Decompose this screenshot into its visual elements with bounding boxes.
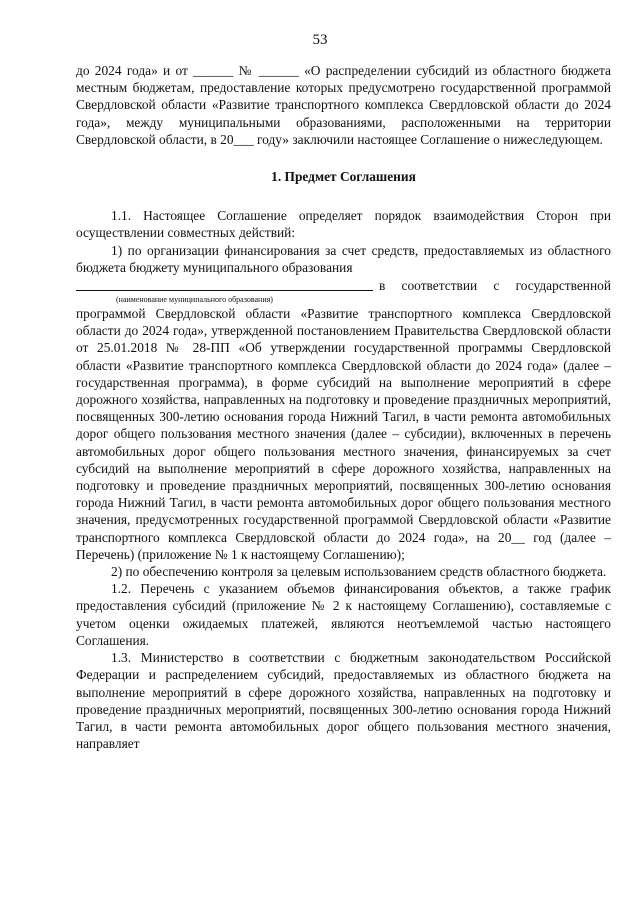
- document-body: [76, 62, 611, 752]
- intro-paragraph: до 2024 года» и от ______ № ______ «О распределении субсидий из областного бюджета местным бюджетам, предоставление которых предусмотрено государственной программой Свердловской области «Развитие транспортного комплекса Свердловской области до 2024 года», между муниципальными образованиями, расположенными на территории Свердловской области, в 20___ году» заключили настоящее Соглашение о нижеследующем.: [76, 63, 611, 147]
- item-2: 2) по обеспечению контроля за целевым использованием средств областного бюджета.: [111, 564, 607, 580]
- clause-1-1: 1.1. Настоящее Соглашение определяет порядок взаимодействия Сторон при осуществлении совместных действий:: [76, 208, 611, 241]
- page-number: 53: [312, 32, 328, 48]
- item-1-after-blank: в соответствии с государственной: [379, 277, 611, 293]
- blank-caption: (наименование муниципального образования): [116, 295, 273, 305]
- item-1-continued: программой Свердловской области «Развитие транспортного комплекса Свердловской области до 2024 года», утвержденной постановлением Правительства Свердловской области от 25.01.2018 № 28-ПП «Об утверждении государственной программы Свердловской области «Развитие транспортного комплекса Свердловской области до 2024 года» (далее – государственная программа), в форме субсидий на выполнение мероприятий в сфере дорожного хозяйства, направленных на подготовку и проведение праздничных мероприятий, посвященных 300-летию основания города Нижний Тагил, в части ремонта автомобильных дорог общего пользования местного значения (далее – субсидии), включенных в перечень автомобильных дорог общего пользования местного значения, финансируемых за счет субсидий на выполнение мероприятий в сфере дорожного хозяйства, направленных на подготовку и проведение праздничных мероприятий, посвященных 300-летию основания города Нижний Тагил, в части ремонта автомобильных дорог общего пользования местного значения, предусмотренных государственной программой Свердловской области «Развитие транспортного комплекса Свердловской области до 2024 года», на 20__ год (далее – Перечень) (приложение № 1 к настоящему Соглашению);: [76, 306, 611, 562]
- clause-1-2: 1.2. Перечень с указанием объемов финансирования объектов, а также график предоставления субсидий (приложение № 2 к настоящему Соглашению), составляемые с учетом оценки ожидаемых платежей, являются неотъемлемой частью настоящего Соглашения.: [76, 581, 611, 648]
- item-1-start: 1) по организации финансирования за счет средств, предоставляемых из областного бюджета бюджету муниципального образования: [76, 242, 611, 275]
- section-heading: 1. Предмет Соглашения: [271, 169, 416, 185]
- municipality-blank-line: [76, 276, 611, 294]
- municipality-blank: [76, 276, 373, 291]
- clause-1-3: 1.3. Министерство в соответствии с бюджетным законодательством Российской Федерации и распределением субсидий, предоставляемых из областного бюджета на выполнение мероприятий в сфере дорожного хозяйства, направленных на подготовку и проведение праздничных мероприятий, посвященных 300-летию основания города Нижний Тагил, в части ремонта автомобильных дорог общего пользования местного значения, направляет: [76, 650, 611, 752]
